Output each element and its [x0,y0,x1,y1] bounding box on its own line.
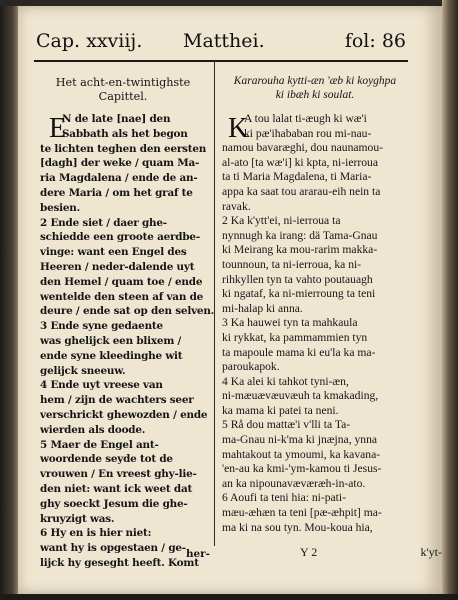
formosan-text-line: ma-Gnau ni-k'ma ki jnæjna, ynna [222,433,378,447]
formosan-text-line: nynnugh ka irang: dä Tama-Gnau [222,228,378,242]
formosan-chapter-heading [222,74,408,102]
formosan-dropcap: K [228,113,249,144]
dutch-text-line: wentelde den steen af van de [40,290,204,303]
formosan-text-line: 5 Rå dou mattæ'i v'lli ta Ta- [222,418,351,432]
formosan-text-line: ki pæ'ihababan rou mi-nau- [244,126,372,140]
dutch-text-line: was ghelijck een blixem / [40,334,182,347]
formosan-text-line: namou bavaræghi, dou naunamou- [222,141,383,155]
formosan-text-line: rihkyllen tyn ta vahto poutauagh [222,272,373,286]
dutch-text-line: wierden als doode. [40,423,146,436]
dutch-text-line: den Hemel / quam toe / ende [40,275,203,288]
formosan-text-line: 2 Ka k'ytt'ei, ni-ierroua ta [222,214,341,228]
dutch-text [40,112,215,571]
formosan-text-line: appa ka saat tou ararau-eih nein ta [222,184,381,198]
dutch-text-line: want hy is opgestaen / ge- [40,542,186,555]
formosan-text-line: ta mapoule mama ki eu'la ka ma- [222,345,376,359]
dutch-text-line: hem / zijn de wachters seer [40,394,194,407]
dutch-text-line: lijck hy geseght heeft. Komt [40,556,199,569]
book-title: Matthei. [183,30,265,52]
formosan-catchword: k'yt- [420,545,442,559]
dutch-text-line: 3 Ende syne gedaente [40,320,163,333]
dutch-text-line: vinge: want een Engel des [40,246,187,259]
formosan-text-line: mæu-æhæn ta teni [pæ-æhpit] ma- [222,506,382,520]
chapter-heading: Cap. xxviij. [36,30,143,52]
dutch-heading-line2: Capittel. [98,90,148,103]
dutch-text-line: kruyzigt was. [40,512,115,525]
dutch-text-line: Sabbath als het begon [62,127,188,140]
dutch-text-line: gelijck sneeuw. [40,364,126,377]
dutch-text-line: verschrickt ghewozden / ende [40,408,208,421]
formosan-text-line: ravak. [222,199,251,213]
formosan-text-line: 3 Ka hauwei tyn ta mahkaula [222,316,358,330]
dutch-text-line: dere Maria / om het graf te [40,186,193,199]
dutch-text-line: 6 Hy en is hier niet: [40,527,152,540]
dutch-text-line: N de late [nae] den [62,113,171,125]
folio-number: fol: 86 [344,30,406,52]
formosan-text-line: al-ato [ta wæ'i] ki kpta, ni-ierroua [222,155,378,169]
dutch-text-line: ende syne kleedinghe wit [40,349,183,362]
dutch-text-line: Heeren / neder-dalende uyt [40,260,195,273]
formosan-text-line: ma ki na sou tyn. Mou-koua hia, [222,520,373,534]
formosan-text [222,112,410,535]
dutch-dropcap: E [49,113,67,144]
dutch-text-line: deure / ende sat op den selven. [40,305,215,318]
formosan-text-line: tounnoun, ta ni-ierroua, ka ni- [222,257,362,271]
formosan-text-line: 4 Ka alei ki tahkot tyni-æn, [222,374,349,388]
book-spine [0,6,18,594]
dutch-text-line: ghy soeckt Jesum die ghe- [40,497,188,510]
dutch-catchword: her- [186,548,210,560]
formosan-text-line: ki rykkat, ka pammammien tyn [222,330,368,344]
dutch-text-line: vrouwen / En vreest ghy-lie- [40,468,197,481]
formosan-text-line: ki Meirang ka mou-rarim makka- [222,243,378,257]
dutch-text-line: [dagh] der weke / quam Ma- [40,157,200,170]
bottom-edge [0,594,458,600]
formosan-text-line: an ka nipounavæværæh-in-ato. [222,476,366,490]
formosan-text-line: paroukapok. [222,360,280,374]
dutch-chapter-heading [40,76,206,104]
dutch-text-line: woordende seyde tot de [40,453,173,466]
dutch-text-line: den niet: want ick weet dat [40,482,193,495]
signature-mark: Y 2 [300,545,318,559]
page-edge [442,0,458,600]
formosan-text-line: mahtakout ta ymoumi, ka kavana- [222,447,381,461]
running-header [36,30,406,56]
formosan-text-line: ki ngataf, ka ni-mierroung ta teni [222,287,376,301]
dutch-text-line: 2 Ende siet / daer ghe- [40,216,167,229]
formosan-heading-line1: Kararouha kytti-æn 'æb ki koyghpa [233,75,397,87]
formosan-text-line: ka mama ki patei ta neni. [222,403,339,417]
formosan-text-line: ni-mæuævæuvæuh ta kmakading, [222,389,379,403]
formosan-column [222,62,408,534]
formosan-text-line: 6 Aoufi ta teni hia: ni-pati- [222,491,346,505]
dutch-text-line: te lichten teghen den eersten [40,142,207,155]
dutch-text-line: 4 Ende uyt vreese van [40,379,163,392]
formosan-text-line: mi-halap ki anna. [222,301,303,315]
dutch-text-line: ria Magdalena / ende de an- [40,172,198,185]
formosan-text-line: A tou lalat ti-æugh ki wæ'i [244,112,367,125]
formosan-heading-line2: ki ibæh ki soulat. [275,89,355,101]
dutch-text-line: 5 Maer de Engel ant- [40,438,159,451]
formosan-text-line: ta ti Maria Magdalena, ti Maria- [222,170,372,184]
dutch-heading-line1: Het acht-en-twintighste [55,76,191,89]
dutch-text-line: besien. [40,201,81,214]
formosan-text-line: 'en-au ka kmi-'ym-kamou ti Jesus- [222,462,382,476]
column-divider [214,62,215,546]
dutch-text-line: schiedde een groote aerdbe- [40,231,200,244]
